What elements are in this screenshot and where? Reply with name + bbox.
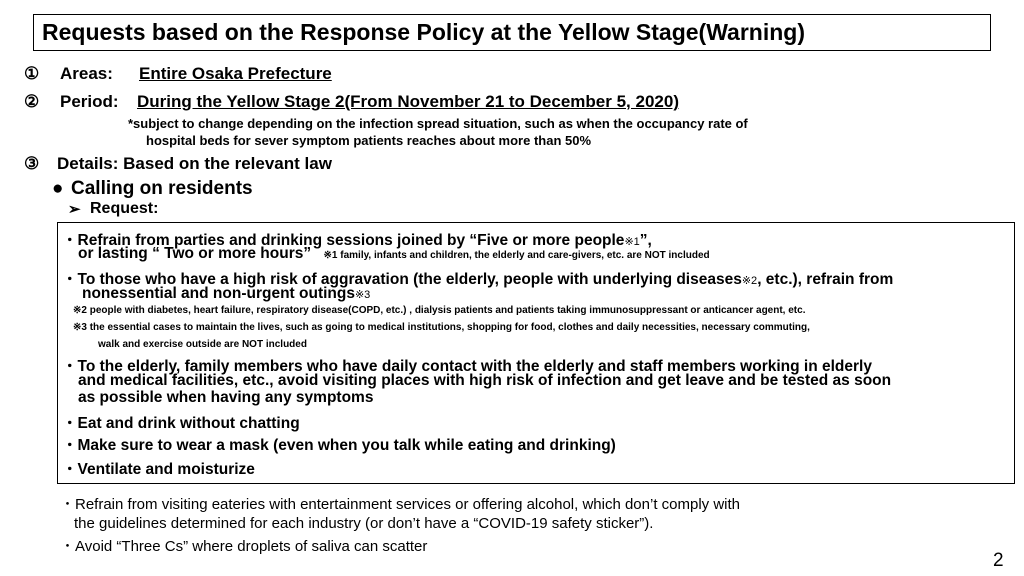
request-item-6: ・Ventilate and moisturize xyxy=(62,461,255,478)
request-arrow-icon: ➢ xyxy=(68,201,81,218)
request-label: Request: xyxy=(90,200,159,217)
request-item-1-line2: or lasting “ Two or more hours” ※1 family, infants and children, the elderly and care-givers, etc. are NOT included xyxy=(78,245,710,262)
request-item-3: ・To the elderly, family members who have daily contact with the elderly and staff members working in elderly xyxy=(62,358,872,375)
page-title: Requests based on the Response Policy at the Yellow Stage(Warning) xyxy=(33,14,991,51)
footnote-mark-3: ※3 xyxy=(354,289,371,301)
calling-label: Calling on residents xyxy=(71,178,253,199)
calling-bullet: ● xyxy=(52,178,64,199)
request-item-3-line3: as possible when having any symptoms xyxy=(78,389,374,406)
footnote-mark-2: ※2 xyxy=(741,275,758,287)
request-item-5: ・Make sure to wear a mask (even when you talk while eating and drinking) xyxy=(62,437,616,454)
request-item-2: ・To those who have a high risk of aggravation (the elderly, people with underlying diseases※2, etc.), refrain from xyxy=(62,271,894,288)
period-label: Period: xyxy=(60,92,119,111)
extra-item-1: ・Refrain from visiting eateries with entertainment services or offering alcohol, which don’t comply with xyxy=(60,496,741,513)
areas-label: Areas: xyxy=(60,64,113,83)
footnote-mark-1: ※1 xyxy=(624,236,640,248)
page-number: 2 xyxy=(993,550,1004,571)
request-item-1: ・Refrain from parties and drinking sessions joined by “Five or more people※1”, xyxy=(62,232,652,249)
areas-number: ① xyxy=(24,64,40,83)
extra-item-1-line2: the guidelines determined for each industry (or don’t have a “COVID-19 safety sticker”). xyxy=(74,515,654,532)
details-number: ③ xyxy=(24,154,40,173)
footnote-1: ※1 family, infants and children, the elderly and care-givers, etc. are NOT included xyxy=(323,250,710,261)
request-item-3-line2: and medical facilities, etc., avoid visiting places with high risk of infection and get leave and be tested as soon xyxy=(78,372,892,389)
request-item-4: ・Eat and drink without chatting xyxy=(62,415,300,432)
details-label: Details: Based on the relevant law xyxy=(57,154,332,173)
areas-value: Entire Osaka Prefecture xyxy=(139,64,332,83)
period-note-line1: *subject to change depending on the infection spread situation, such as when the occupancy rate of xyxy=(128,116,748,131)
footnote-3-line2: walk and exercise outside are NOT included xyxy=(98,339,307,350)
extra-item-2: ・Avoid “Three Cs” where droplets of saliva can scatter xyxy=(60,538,428,555)
request-item-2-line2: nonessential and non-urgent outings※3 xyxy=(82,285,371,302)
period-note-line2: hospital beds for sever symptom patients reaches about more than 50% xyxy=(146,133,592,148)
period-number: ② xyxy=(24,92,40,111)
footnote-3-line1: ※3 the essential cases to maintain the lives, such as going to medical institutions, shopping for food, clothes and daily necessities, necessary commuting, xyxy=(73,322,810,333)
footnote-2: ※2 people with diabetes, heart failure, respiratory disease(COPD, etc.) , dialysis patients and patients taking immunosuppressant or anticancer agent, etc. xyxy=(73,305,806,316)
period-value: During the Yellow Stage 2(From November 21 to December 5, 2020) xyxy=(137,92,679,111)
